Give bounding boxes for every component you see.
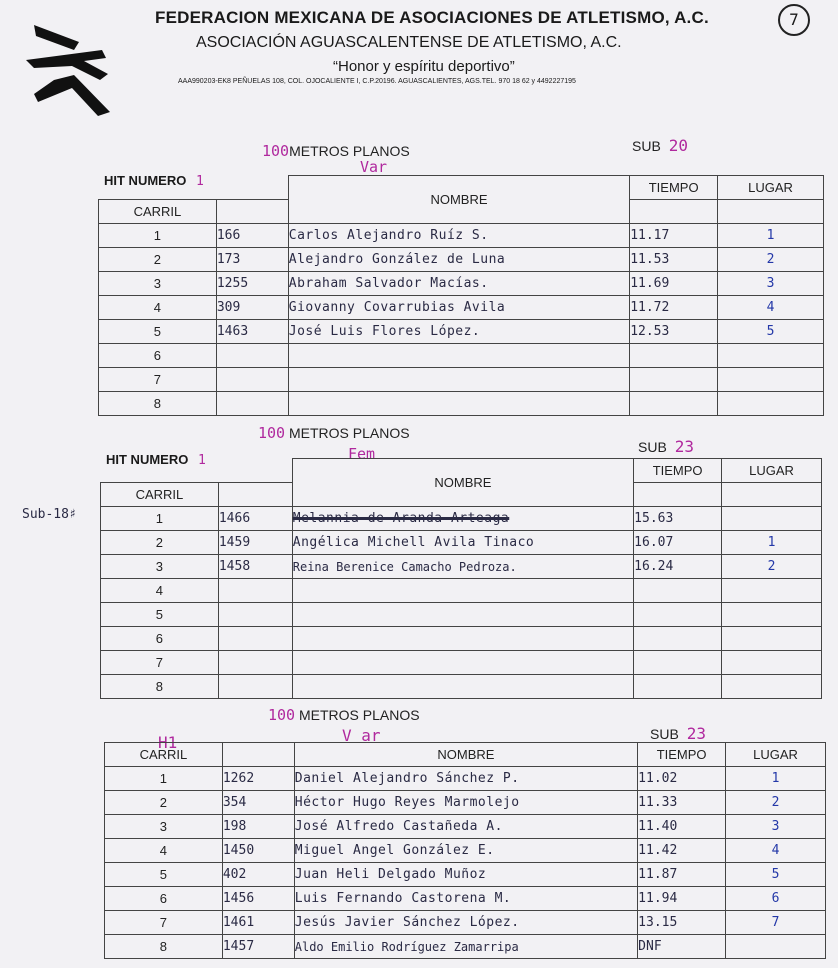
athlete-name-cell: Alejandro González de Luna [288,248,629,272]
bib-cell [218,603,292,627]
lane-cell: 3 [105,815,223,839]
bib-cell: 1262 [222,767,294,791]
time-cell: 16.24 [634,555,722,579]
place-cell [722,675,822,699]
bib-cell: 354 [222,791,294,815]
time-cell [634,603,722,627]
section1-gender: Var [360,158,388,176]
lane-cell: 3 [101,555,219,579]
section3-col-carril: CARRIL [105,743,223,767]
lane-cell: 1 [105,767,223,791]
time-cell [634,579,722,603]
bib-cell: 1458 [218,555,292,579]
table-row [105,815,826,839]
association-name: ASOCIACIÓN AGUASCALENTENSE DE ATLETISMO, A.C. [196,34,622,51]
section2-category [638,437,694,456]
table-row [105,887,826,911]
athlete-name-cell: Héctor Hugo Reyes Marmolejo [294,791,637,815]
athlete-name-cell [292,651,633,675]
section1-col-carril: CARRIL [99,200,217,224]
page-number: 7 [778,4,810,36]
place-cell: 3 [726,815,826,839]
section3-hit-value: H1 [158,733,178,752]
place-cell: 2 [718,248,824,272]
time-cell: 11.40 [638,815,726,839]
table-row [99,272,824,296]
section1-category [632,136,688,155]
bib-cell: 1459 [218,531,292,555]
bib-cell [216,368,288,392]
table-row [101,675,822,699]
section1-hit-text: HIT NUMERO [104,173,187,188]
athlete-name-cell: Daniel Alejandro Sánchez P. [294,767,637,791]
section1-event [262,142,410,160]
place-cell [722,579,822,603]
section2-col-nombre: NOMBRE [292,459,633,507]
section3-col-nombre: NOMBRE [294,743,637,767]
table-row [105,935,826,959]
bib-cell: 309 [216,296,288,320]
bib-cell: 1463 [216,320,288,344]
time-cell: DNF [638,935,726,959]
athlete-name-cell: Reina Berenice Camacho Pedroza. [292,555,633,579]
place-cell [722,507,822,531]
section1-col-lugar: LUGAR [718,176,824,200]
place-cell: 7 [726,911,826,935]
section3-category [650,724,706,743]
lane-cell: 7 [101,651,219,675]
athlete-name-cell: Juan Heli Delgado Muñoz [294,863,637,887]
place-cell: 1 [726,767,826,791]
athlete-name-cell-struck: Melannia de Aranda Arteaga [292,507,633,531]
lane-cell: 7 [99,368,217,392]
place-cell: 5 [726,863,826,887]
lane-cell: 2 [99,248,217,272]
lane-cell: 6 [99,344,217,368]
bib-cell: 1461 [222,911,294,935]
section2-gender: Fem [348,445,376,463]
table-row [101,579,822,603]
place-cell: 5 [718,320,824,344]
table-row [105,911,826,935]
bib-cell: 402 [222,863,294,887]
table-row [99,344,824,368]
section3-gender: V ar [342,726,381,745]
athlete-name-cell: Aldo Emilio Rodríguez Zamarripa [294,935,637,959]
table-row [101,531,822,555]
federation-logo [24,20,116,120]
athlete-name-cell [288,368,629,392]
section2-hit-text: HIT NUMERO [106,452,189,467]
bib-cell [218,627,292,651]
table-row [101,603,822,627]
section1-category-label: SUB [632,138,661,154]
time-cell: 11.87 [638,863,726,887]
lane-cell: 5 [101,603,219,627]
place-cell: 6 [726,887,826,911]
lane-cell: 5 [99,320,217,344]
athlete-name-cell: Jesús Javier Sánchez López. [294,911,637,935]
section2-col-carril: CARRIL [101,483,219,507]
bib-cell: 1457 [222,935,294,959]
athlete-name-cell [288,392,629,416]
time-cell [634,651,722,675]
place-cell [718,368,824,392]
time-cell: 11.42 [638,839,726,863]
section3-event-label: METROS PLANOS [298,707,420,723]
section3-event [268,706,420,724]
table-row [99,296,824,320]
athlete-name-cell: Abraham Salvador Macías. [288,272,629,296]
bib-cell [218,675,292,699]
athlete-name-cell [292,627,633,651]
section2-category-value: 23 [674,437,694,456]
lane-cell: 4 [101,579,219,603]
lane-cell: 2 [105,791,223,815]
table-row [105,839,826,863]
section3-category-label: SUB [650,726,679,742]
section2-event-label: METROS PLANOS [288,425,410,441]
section3-results-table [104,742,826,959]
time-cell [630,392,718,416]
table-row [99,320,824,344]
section1-results-table [98,175,824,416]
lane-cell: 1 [99,224,217,248]
lane-cell: 4 [99,296,217,320]
place-cell [718,344,824,368]
section2-event [258,424,410,442]
section3-col-lugar: LUGAR [726,743,826,767]
place-cell: 3 [718,272,824,296]
place-cell: 4 [726,839,826,863]
lane-cell: 4 [105,839,223,863]
bib-cell: 1466 [218,507,292,531]
time-cell: 11.72 [630,296,718,320]
athlete-name-cell [292,675,633,699]
table-row [101,507,822,531]
bib-cell: 166 [216,224,288,248]
athlete-name-cell: Miguel Angel González E. [294,839,637,863]
athlete-name-cell [288,344,629,368]
section1-col-nombre: NOMBRE [288,176,629,224]
section2-hit-value: 1 [197,453,206,468]
bib-cell [216,392,288,416]
time-cell [634,675,722,699]
athlete-name-cell [292,579,633,603]
section3-event-hand-prefix: 100 [268,706,296,724]
time-cell: 11.53 [630,248,718,272]
lane-cell: 8 [101,675,219,699]
place-cell [722,627,822,651]
athlete-name-cell: José Alfredo Castañeda A. [294,815,637,839]
place-cell [726,935,826,959]
place-cell: 2 [722,555,822,579]
time-cell [630,344,718,368]
bib-cell: 173 [216,248,288,272]
lane-cell: 8 [105,935,223,959]
section2-category-label: SUB [638,439,667,455]
athlete-name-cell: Carlos Alejandro Ruíz S. [288,224,629,248]
table-row [101,555,822,579]
place-cell: 1 [722,531,822,555]
lane-cell: 5 [105,863,223,887]
address-line: AAA990203-EK8 PEÑUELAS 108, COL. OJOCALIENTE I, C.P.20196. AGUASCALIENTES, AGS.TEL. 970 18 62 y 4492227195 [178,78,576,85]
athlete-name-cell: Luis Fernando Castorena M. [294,887,637,911]
bib-cell [216,344,288,368]
time-cell: 13.15 [638,911,726,935]
athlete-name-cell: José Luis Flores López. [288,320,629,344]
lane-cell: 6 [105,887,223,911]
table-row [105,767,826,791]
section3-category-value: 23 [686,724,706,743]
place-cell: 1 [718,224,824,248]
section2-results-table [100,458,822,699]
time-cell: 11.94 [638,887,726,911]
table-row [99,224,824,248]
motto: “Honor y espíritu deportivo” [333,58,515,75]
bib-cell: 1450 [222,839,294,863]
section3-col-tiempo: TIEMPO [638,743,726,767]
table-row [105,863,826,887]
time-cell: 11.17 [630,224,718,248]
table-row [101,651,822,675]
time-cell: 11.69 [630,272,718,296]
section1-category-value: 20 [668,136,688,155]
table-row [101,627,822,651]
section2-event-hand-prefix: 100 [258,424,286,442]
athlete-name-cell: Giovanny Covarrubias Avila [288,296,629,320]
section1-event-hand-prefix: 100 [262,142,290,160]
table-row [99,248,824,272]
lane-cell: 1 [101,507,219,531]
time-cell [634,627,722,651]
place-cell [722,603,822,627]
lane-cell: 3 [99,272,217,296]
bib-cell: 198 [222,815,294,839]
bib-cell: 1255 [216,272,288,296]
time-cell: 16.07 [634,531,722,555]
bib-cell: 1456 [222,887,294,911]
federation-name: FEDERACION MEXICANA DE ASOCIACIONES DE ATLETISMO, A.C. [155,8,709,27]
bib-cell [218,579,292,603]
place-cell [722,651,822,675]
athlete-name-cell [292,603,633,627]
lane-cell: 2 [101,531,219,555]
time-cell: 12.53 [630,320,718,344]
section2-col-tiempo: TIEMPO [634,459,722,483]
time-cell [630,368,718,392]
lane-cell: 7 [105,911,223,935]
table-row [105,791,826,815]
place-cell [718,392,824,416]
athlete-name-cell: Angélica Michell Avila Tinaco [292,531,633,555]
time-cell: 11.02 [638,767,726,791]
lane-cell: 6 [101,627,219,651]
section2-side-note: Sub-18♯ [22,507,77,522]
time-cell: 15.63 [634,507,722,531]
section2-col-lugar: LUGAR [722,459,822,483]
table-row [99,392,824,416]
place-cell: 2 [726,791,826,815]
time-cell: 11.33 [638,791,726,815]
section1-hit-value: 1 [195,174,204,189]
lane-cell: 8 [99,392,217,416]
table-row [99,368,824,392]
section1-event-label: METROS PLANOS [289,143,410,159]
bib-cell [218,651,292,675]
section1-col-tiempo: TIEMPO [630,176,718,200]
place-cell: 4 [718,296,824,320]
